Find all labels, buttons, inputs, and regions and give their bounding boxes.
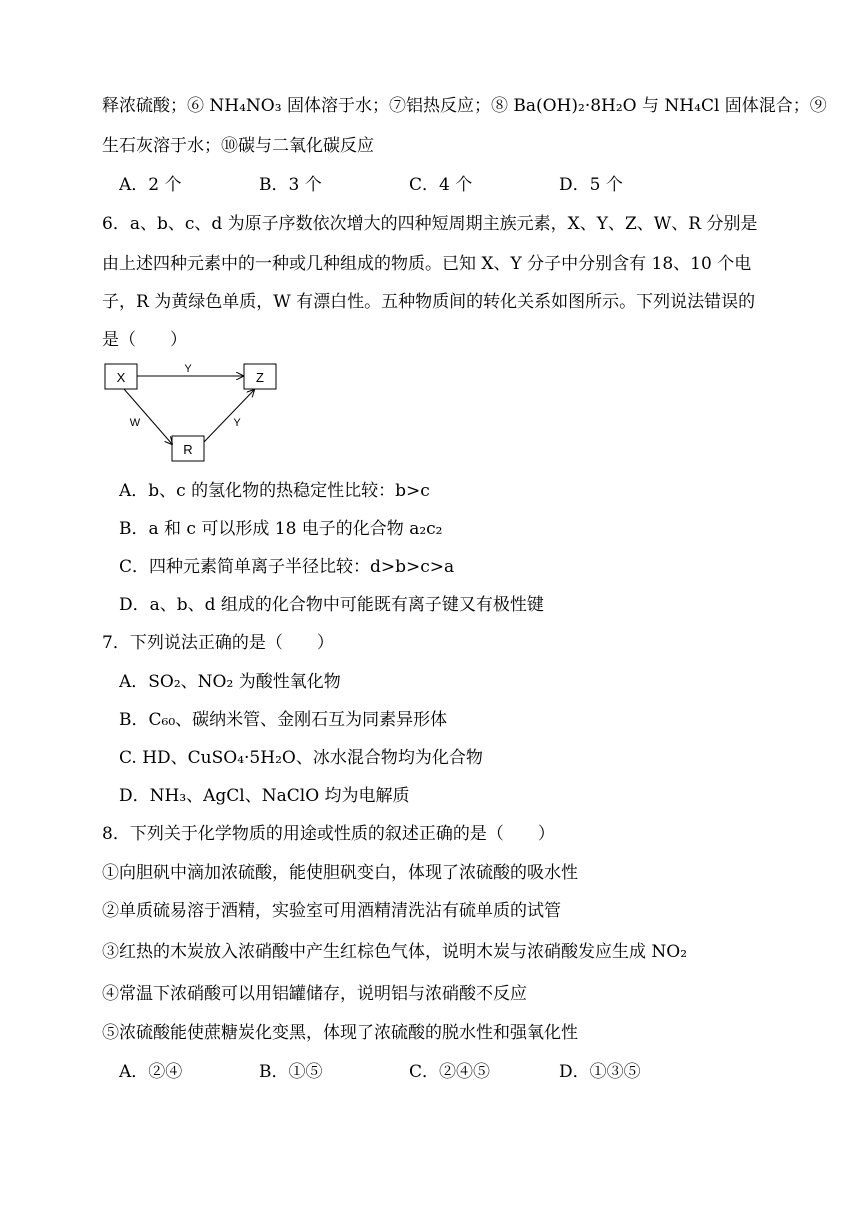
q6-option-d: D．a、b、d 组成的化合物中可能既有离子键又有极性键	[119, 595, 544, 615]
q8-item-5: ⑤浓硫酸能使蔗糖炭化变黑，体现了浓硫酸的脱水性和强氧化性	[102, 1023, 578, 1043]
q8-stem: 8．下列关于化学物质的用途或性质的叙述正确的是（ ）	[102, 824, 555, 844]
q8-option-a: A．②④	[119, 1062, 183, 1082]
edge-x-r-label: W	[129, 417, 141, 429]
q6-option-c: C．四种元素简单离子半径比较：d>b>c>a	[119, 557, 455, 577]
q7-option-d: D．NH₃、AgCl、NaClO 均为电解质	[119, 786, 410, 806]
q6-line3: 子，R 为黄绿色单质，W 有漂白性。五种物质间的转化关系如图所示。下列说法错误的	[102, 292, 756, 312]
edge-x-z-label: Y	[184, 363, 192, 375]
q8-item-3: ③红热的木炭放入浓硝酸中产生红棕色气体，说明木炭与浓硝酸发应生成 NO₂	[102, 942, 688, 962]
q5-option-d: D．5 个	[559, 175, 623, 195]
q8-option-c: C．②④⑤	[409, 1062, 491, 1082]
q6-line2: 由上述四种元素中的一种或几种组成的物质。已知 X、Y 分子中分别含有 18、10 个电	[102, 254, 752, 274]
q6-line1: 6．a、b、c、d 为原子序数依次增大的四种短周期主族元素，X、Y、Z、W、R 分别是	[102, 214, 758, 234]
q8-item-2: ②单质硫易溶于酒精，实验室可用酒精清洗沾有硫单质的试管	[102, 901, 561, 921]
q5-option-b: B．3 个	[259, 175, 322, 195]
edge-r-z-label: Y	[233, 417, 241, 429]
q8-item-1: ①向胆矾中滴加浓硫酸，能使胆矾变白，体现了浓硫酸的吸水性	[102, 863, 578, 883]
q6-line4: 是（ ）	[102, 330, 187, 350]
edge-r-z	[204, 390, 254, 442]
q7-option-b: B．C₆₀、碳纳米管、金刚石互为同素异形体	[119, 710, 448, 730]
node-r-label: R	[183, 442, 193, 457]
node-x-label: X	[116, 370, 126, 385]
q8-item-4: ④常温下浓硝酸可以用铝罐储存，说明铝与浓硝酸不反应	[102, 984, 527, 1004]
q5-line1: 释浓硫酸；⑥ NH₄NO₃ 固体溶于水；⑦铝热反应；⑧ Ba(OH)₂·8H₂O 与 NH₄Cl 固体混合；⑨	[102, 96, 827, 116]
q5-option-c: C．4 个	[409, 175, 473, 195]
q5-line2: 生石灰溶于水；⑩碳与二氧化碳反应	[102, 136, 374, 156]
node-z-label: Z	[256, 370, 264, 385]
q6-option-a: A．b、c 的氢化物的热稳定性比较：b>c	[119, 481, 430, 501]
q7-stem: 7．下列说法正确的是（ ）	[102, 633, 334, 653]
transformation-diagram	[102, 360, 282, 465]
q8-option-d: D．①③⑤	[559, 1062, 641, 1082]
q5-option-a: A．2 个	[119, 175, 182, 195]
q8-options	[119, 1061, 641, 1083]
q7-option-a: A．SO₂、NO₂ 为酸性氧化物	[119, 672, 341, 692]
q6-option-b: B．a 和 c 可以形成 18 电子的化合物 a₂c₂	[119, 519, 443, 539]
q7-option-c: C. HD、CuSO₄·5H₂O、冰水混合物均为化合物	[119, 748, 483, 768]
q5-options	[119, 174, 623, 196]
q8-option-b: B．①⑤	[259, 1062, 323, 1082]
